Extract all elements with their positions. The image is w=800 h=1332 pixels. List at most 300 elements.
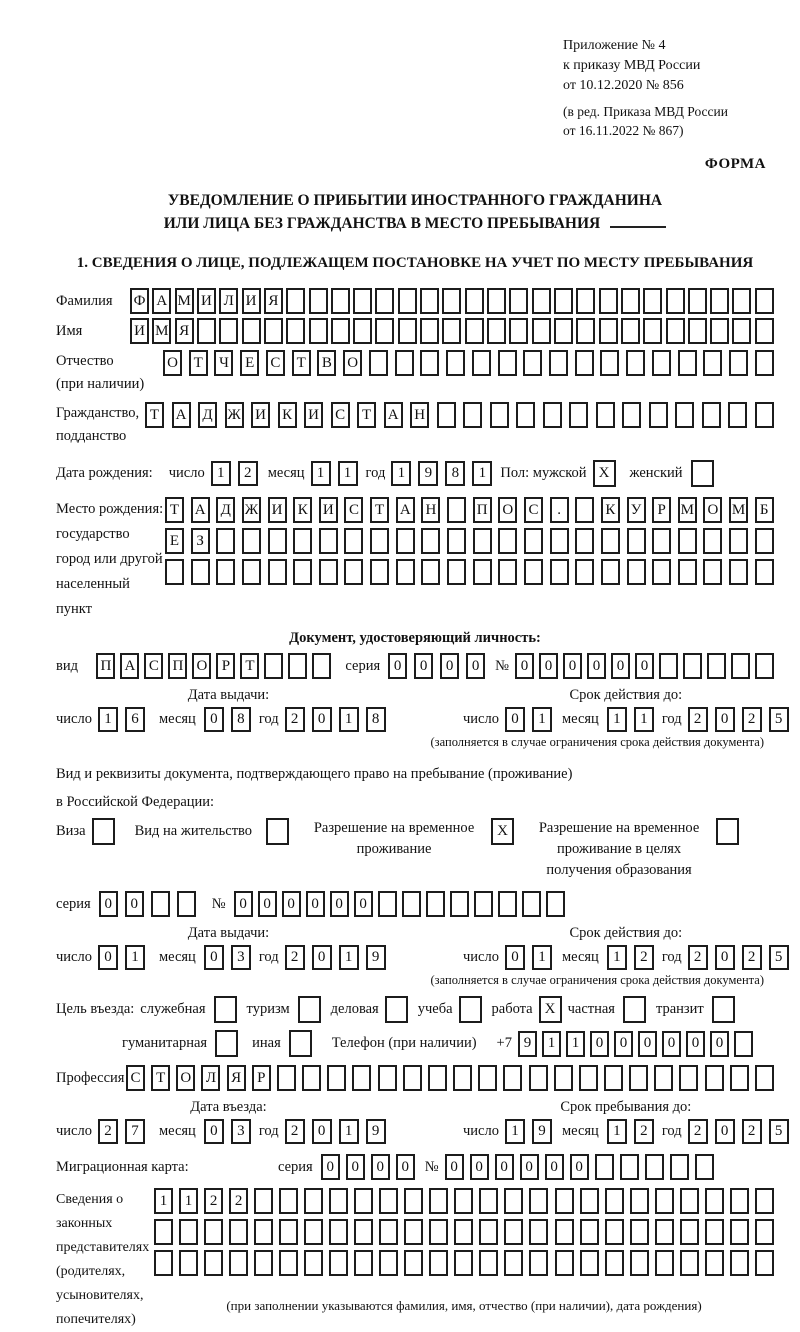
char-cell: 0 <box>611 653 630 679</box>
month-label: месяц <box>561 1123 599 1139</box>
char-cell: 0 <box>570 1154 589 1180</box>
char-cell: М <box>729 497 748 523</box>
char-cell <box>446 350 465 376</box>
char-cell <box>729 559 748 585</box>
char-cell <box>555 1219 574 1245</box>
char-cell: С <box>144 653 163 679</box>
purpose-work-checkbox: X <box>539 996 562 1023</box>
kind-label: вид <box>56 657 78 674</box>
char-cell <box>404 1188 423 1214</box>
char-cell <box>404 1219 423 1245</box>
char-cell <box>304 1219 323 1245</box>
char-cell <box>688 318 707 344</box>
char-cell: 0 <box>98 945 118 970</box>
char-cell: 0 <box>495 1154 514 1180</box>
char-cell <box>729 350 748 376</box>
representatives-cells-3 <box>154 1250 774 1276</box>
char-cell <box>463 402 482 428</box>
char-cell <box>319 528 338 554</box>
birth-date-label: Дата рождения: <box>56 465 153 481</box>
sex-female-checkbox <box>691 460 714 487</box>
char-cell <box>705 1250 724 1276</box>
id-number-cells <box>515 653 774 679</box>
visa-label: Виза <box>56 823 86 839</box>
char-cell <box>703 559 722 585</box>
patronymic-row <box>56 350 774 396</box>
char-cell: 1 <box>154 1188 173 1214</box>
char-cell <box>555 1188 574 1214</box>
stay-dates-row <box>56 925 783 970</box>
form-title-line2: ИЛИ ЛИЦА БЕЗ ГРАЖДАНСТВА В МЕСТО ПРЕБЫВАНИЯ <box>56 212 774 235</box>
char-cell <box>329 1188 348 1214</box>
id-valid-day-cells <box>505 707 552 732</box>
day-label: число <box>463 1123 499 1139</box>
char-cell <box>655 1219 674 1245</box>
char-cell: 1 <box>542 1031 561 1057</box>
char-cell <box>702 402 721 428</box>
char-cell: А <box>384 402 403 428</box>
char-cell: Л <box>219 288 238 314</box>
char-cell: 0 <box>282 891 301 917</box>
id-kind-cells <box>96 653 331 679</box>
char-cell: 0 <box>505 945 525 970</box>
char-cell <box>630 1250 649 1276</box>
char-cell <box>710 318 729 344</box>
char-cell <box>680 1219 699 1245</box>
mig-number-label: № <box>424 1158 439 1175</box>
char-cell <box>354 1250 373 1276</box>
char-cell <box>755 318 774 344</box>
char-cell: 0 <box>445 1154 464 1180</box>
purpose-row <box>56 996 774 1023</box>
char-cell <box>695 1154 714 1180</box>
char-cell <box>242 318 261 344</box>
char-cell: А <box>120 653 139 679</box>
birth-place-cells-1 <box>165 497 774 523</box>
char-cell <box>426 891 445 917</box>
char-cell: 2 <box>238 461 258 486</box>
char-cell: 2 <box>742 945 762 970</box>
char-cell: 0 <box>715 707 735 732</box>
annex-line: к приказу МВД России <box>563 58 701 73</box>
id-series-label: серия <box>345 657 381 674</box>
stayuntil-day-cells <box>505 1119 552 1144</box>
char-cell <box>354 1219 373 1245</box>
char-cell <box>680 1188 699 1214</box>
day-label: число <box>56 1123 92 1139</box>
char-cell: Н <box>421 497 440 523</box>
char-cell <box>396 528 415 554</box>
identity-doc-row <box>56 653 774 679</box>
purpose-study-checkbox <box>459 996 482 1023</box>
char-cell: Д <box>216 497 235 523</box>
char-cell <box>522 891 541 917</box>
char-cell: М <box>175 288 194 314</box>
mig-series-label: серия <box>278 1158 313 1175</box>
year-label: год <box>258 1123 279 1139</box>
char-cell: 0 <box>204 945 224 970</box>
char-cell: 1 <box>339 707 359 732</box>
char-cell <box>601 528 620 554</box>
char-cell <box>293 559 312 585</box>
char-cell <box>288 653 307 679</box>
annex-edition-line: (в ред. Приказа МВД России <box>563 104 728 119</box>
entry-day-cells <box>98 1119 145 1144</box>
char-cell <box>755 350 774 376</box>
char-cell: 0 <box>539 653 558 679</box>
char-cell <box>352 1065 371 1091</box>
char-cell <box>277 1065 296 1091</box>
char-cell <box>402 891 421 917</box>
visa-option <box>56 818 115 845</box>
residence-permit-label: Вид на жительство <box>134 823 253 839</box>
char-cell <box>703 350 722 376</box>
char-cell <box>755 1065 774 1091</box>
char-cell: 1 <box>607 945 627 970</box>
char-cell: 0 <box>590 1031 609 1057</box>
patronymic-label: Отчество (при наличии) <box>56 353 145 392</box>
char-cell <box>622 402 641 428</box>
char-cell: 2 <box>204 1188 223 1214</box>
char-cell: 6 <box>125 707 145 732</box>
annex-line: Приложение № 4 <box>563 38 666 53</box>
char-cell: . <box>550 497 569 523</box>
char-cell <box>655 1188 674 1214</box>
month-label: месяц <box>561 949 599 965</box>
char-cell <box>429 1188 448 1214</box>
char-cell: М <box>678 497 697 523</box>
migration-card-row <box>56 1154 774 1180</box>
char-cell: 3 <box>231 945 251 970</box>
char-cell <box>447 497 466 523</box>
purpose-business-checkbox <box>385 996 408 1023</box>
char-cell <box>575 559 594 585</box>
char-cell <box>707 653 726 679</box>
char-cell <box>264 318 283 344</box>
char-cell <box>734 1031 753 1057</box>
char-cell <box>755 1250 774 1276</box>
char-cell <box>396 559 415 585</box>
id-valid-year-cells <box>688 707 789 732</box>
day-label: число <box>56 711 92 727</box>
char-cell: 0 <box>312 1119 332 1144</box>
char-cell: 0 <box>388 653 407 679</box>
year-label: год <box>661 1123 682 1139</box>
phone-prefix: +7 <box>496 1035 512 1051</box>
char-cell <box>487 288 506 314</box>
char-cell <box>490 402 509 428</box>
char-cell <box>229 1219 248 1245</box>
month-label: месяц <box>158 1123 196 1139</box>
char-cell <box>450 891 469 917</box>
birth-place-cells-block <box>165 497 774 585</box>
char-cell <box>643 288 662 314</box>
char-cell <box>473 559 492 585</box>
char-cell: П <box>96 653 115 679</box>
char-cell <box>599 318 618 344</box>
char-cell: 1 <box>532 707 552 732</box>
char-cell <box>454 1219 473 1245</box>
char-cell: Я <box>227 1065 246 1091</box>
char-cell <box>732 318 751 344</box>
char-cell <box>683 653 702 679</box>
char-cell <box>595 1154 614 1180</box>
char-cell <box>302 1065 321 1091</box>
char-cell <box>442 318 461 344</box>
representatives-cells-1 <box>154 1188 774 1214</box>
char-cell <box>286 288 305 314</box>
char-cell <box>329 1250 348 1276</box>
char-cell: К <box>293 497 312 523</box>
stay-issue-month-cells <box>204 945 251 970</box>
temp-edu-option <box>530 818 739 881</box>
char-cell <box>569 402 588 428</box>
annex-edition-line: от 16.11.2022 № 867) <box>563 123 684 138</box>
char-cell: 2 <box>742 707 762 732</box>
char-cell <box>354 1188 373 1214</box>
char-cell: Я <box>175 318 194 344</box>
char-cell <box>550 559 569 585</box>
name-cells <box>130 318 774 344</box>
char-cell: 0 <box>204 707 224 732</box>
purpose-humanitarian-label: гуманитарная <box>122 1035 208 1051</box>
char-cell: Т <box>370 497 389 523</box>
char-cell: 2 <box>688 1119 708 1144</box>
char-cell <box>600 350 619 376</box>
char-cell: 2 <box>688 707 708 732</box>
phone-cells <box>518 1031 753 1057</box>
stay-doc-intro <box>56 760 774 816</box>
char-cell <box>369 350 388 376</box>
char-cell: 1 <box>338 461 358 486</box>
purpose-business-label: деловая <box>330 1001 379 1017</box>
residence-permit-checkbox <box>266 818 289 845</box>
month-label: месяц <box>158 949 196 965</box>
char-cell: С <box>524 497 543 523</box>
profession-cells <box>126 1065 774 1091</box>
char-cell <box>154 1250 173 1276</box>
char-cell: 1 <box>634 707 654 732</box>
char-cell <box>404 1250 423 1276</box>
char-cell <box>678 528 697 554</box>
char-cell: Т <box>165 497 184 523</box>
temp-edu-label: Разрешение на временное проживание в целях получения образования <box>538 820 700 878</box>
id-issue-group <box>56 687 401 732</box>
char-cell <box>398 318 417 344</box>
id-issue-day-cells <box>98 707 145 732</box>
char-cell <box>643 318 662 344</box>
char-cell <box>575 497 594 523</box>
entry-month-cells <box>204 1119 251 1144</box>
char-cell: 0 <box>515 653 534 679</box>
representatives-row <box>56 1188 774 1332</box>
char-cell <box>327 1065 346 1091</box>
char-cell <box>331 318 350 344</box>
char-cell <box>576 288 595 314</box>
char-cell: 1 <box>98 707 118 732</box>
purpose-study-label: учеба <box>417 1001 453 1017</box>
name-label: Имя <box>56 322 83 339</box>
identity-doc-heading: Документ, удостоверяющий личность: <box>289 630 541 646</box>
char-cell <box>504 1250 523 1276</box>
char-cell: 1 <box>532 945 552 970</box>
visa-checkbox <box>92 818 115 845</box>
char-cell: 7 <box>125 1119 145 1144</box>
mig-series-cells <box>321 1154 415 1180</box>
char-cell: С <box>344 497 363 523</box>
char-cell: О <box>192 653 211 679</box>
char-cell <box>242 559 261 585</box>
patronymic-cells <box>163 350 774 376</box>
entry-date-group <box>56 1099 401 1144</box>
char-cell <box>555 1250 574 1276</box>
annex-line: от 10.12.2020 № 856 <box>563 78 684 93</box>
char-cell <box>498 350 517 376</box>
char-cell: 0 <box>312 945 332 970</box>
char-cell <box>666 318 685 344</box>
char-cell: 8 <box>366 707 386 732</box>
char-cell: 0 <box>354 891 373 917</box>
temp-edu-checkbox <box>716 818 739 845</box>
char-cell: М <box>152 318 171 344</box>
char-cell <box>268 559 287 585</box>
char-cell: 8 <box>231 707 251 732</box>
char-cell: Т <box>292 350 311 376</box>
id-issue-month-cells <box>204 707 251 732</box>
char-cell: О <box>498 497 517 523</box>
purpose-tourism-label: туризм <box>246 1001 290 1017</box>
year-label: год <box>661 949 682 965</box>
char-cell <box>652 350 671 376</box>
char-cell <box>666 288 685 314</box>
char-cell <box>437 402 456 428</box>
char-cell: И <box>251 402 270 428</box>
char-cell <box>498 528 517 554</box>
char-cell <box>755 1219 774 1245</box>
char-cell <box>579 1065 598 1091</box>
char-cell: 9 <box>532 1119 552 1144</box>
char-cell: 0 <box>99 891 118 917</box>
char-cell <box>309 288 328 314</box>
char-cell: И <box>242 288 261 314</box>
char-cell <box>509 288 528 314</box>
citizenship-label: Гражданство, подданство <box>56 405 140 444</box>
char-cell <box>204 1219 223 1245</box>
char-cell <box>529 1065 548 1091</box>
char-cell <box>580 1250 599 1276</box>
char-cell: 1 <box>211 461 231 486</box>
char-cell <box>279 1188 298 1214</box>
char-cell <box>379 1250 398 1276</box>
char-cell <box>472 350 491 376</box>
form-title-line1: УВЕДОМЛЕНИЕ О ПРИБЫТИИ ИНОСТРАННОГО ГРАЖДАНИНА <box>167 192 663 209</box>
char-cell: 0 <box>346 1154 365 1180</box>
char-cell <box>268 528 287 554</box>
section1-heading: 1. СВЕДЕНИЯ О ЛИЦЕ, ПОДЛЕЖАЩЕМ ПОСТАНОВКЕ НА УЧЕТ ПО МЕСТУ ПРЕБЫВАНИЯ <box>76 255 754 271</box>
purpose-label: Цель въезда: <box>56 1001 135 1017</box>
char-cell: 0 <box>258 891 277 917</box>
char-cell <box>487 318 506 344</box>
char-cell <box>353 288 372 314</box>
temp-permit-option <box>305 818 514 860</box>
char-cell: 0 <box>710 1031 729 1057</box>
char-cell <box>755 528 774 554</box>
birth-place-row <box>56 497 774 622</box>
char-cell: 0 <box>470 1154 489 1180</box>
char-cell <box>649 402 668 428</box>
char-cell: 5 <box>769 945 789 970</box>
char-cell <box>575 528 594 554</box>
char-cell: В <box>317 350 336 376</box>
char-cell <box>627 559 646 585</box>
birth-place-cells-2 <box>165 528 774 554</box>
char-cell: П <box>473 497 492 523</box>
id-valid-note: (заполняется в случае ограничения срока действия документа) <box>430 735 764 749</box>
sex-male-checkbox: X <box>593 460 616 487</box>
char-cell <box>654 1065 673 1091</box>
representatives-cells-block <box>154 1188 774 1314</box>
char-cell: А <box>191 497 210 523</box>
char-cell <box>370 559 389 585</box>
stay-doc-series-row <box>56 891 774 917</box>
issue-date-heading: Дата выдачи: <box>187 925 270 941</box>
stay-valid-month-cells <box>607 945 654 970</box>
char-cell: 2 <box>634 1119 654 1144</box>
char-cell <box>730 1188 749 1214</box>
stay-number-cells <box>234 891 565 917</box>
char-cell: 2 <box>285 707 305 732</box>
profession-row <box>56 1065 774 1091</box>
char-cell: 1 <box>339 1119 359 1144</box>
char-cell <box>599 288 618 314</box>
char-cell <box>216 559 235 585</box>
char-cell: 0 <box>125 891 144 917</box>
form-title <box>56 189 774 235</box>
char-cell: И <box>319 497 338 523</box>
char-cell <box>605 1219 624 1245</box>
id-valid-month-cells <box>607 707 654 732</box>
char-cell <box>498 891 517 917</box>
char-cell <box>529 1250 548 1276</box>
purpose-private-label: частная <box>567 1001 615 1017</box>
representatives-cells-2 <box>154 1219 774 1245</box>
mig-number-cells <box>445 1154 714 1180</box>
year-label: год <box>258 711 279 727</box>
char-cell: 0 <box>440 653 459 679</box>
char-cell <box>344 559 363 585</box>
char-cell: 0 <box>396 1154 415 1180</box>
char-cell <box>620 1154 639 1180</box>
char-cell <box>447 528 466 554</box>
stayuntil-year-cells <box>688 1119 789 1144</box>
char-cell: С <box>126 1065 145 1091</box>
char-cell: 2 <box>229 1188 248 1214</box>
purpose-tourism-checkbox <box>298 996 321 1023</box>
char-cell: 0 <box>414 653 433 679</box>
char-cell: 0 <box>563 653 582 679</box>
citizenship-row <box>56 402 774 448</box>
char-cell: 1 <box>339 945 359 970</box>
char-cell <box>554 1065 573 1091</box>
char-cell: Ф <box>130 288 149 314</box>
purpose-transit-label: транзит <box>655 1001 704 1017</box>
char-cell <box>421 559 440 585</box>
char-cell <box>344 528 363 554</box>
char-cell: 5 <box>769 1119 789 1144</box>
birth-date-row <box>56 460 774 487</box>
char-cell: 0 <box>312 707 332 732</box>
stay-issue-group <box>56 925 401 970</box>
